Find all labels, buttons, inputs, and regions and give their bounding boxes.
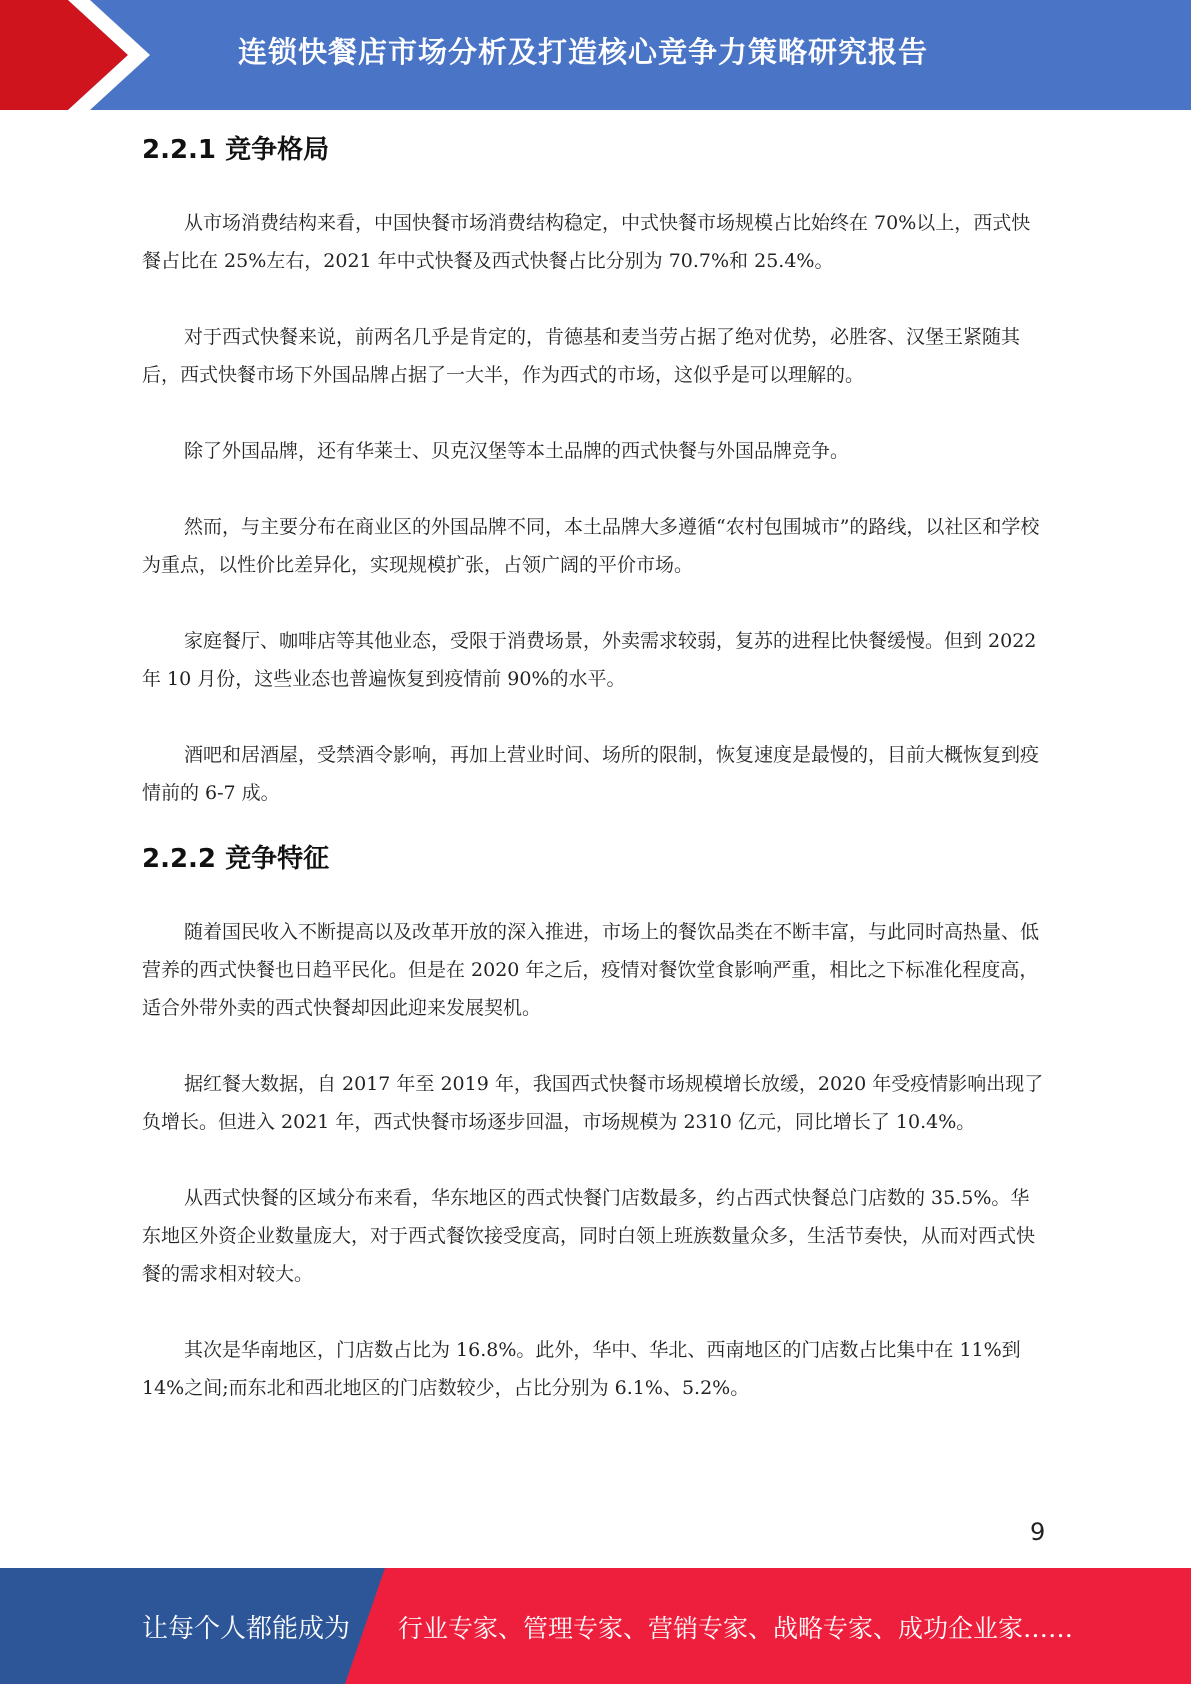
page-number: 9 (1030, 1518, 1046, 1546)
paragraph: 从西式快餐的区域分布来看，华东地区的西式快餐门店数最多，约占西式快餐总门店数的 35.5%。华东地区外资企业数量庞大，对于西式餐饮接受度高，同时白领上班族数量众多，生活节奏快，从而对西式快餐的需求相对较大。 (142, 1187, 1036, 1285)
paragraph: 除了外国品牌，还有华莱士、贝克汉堡等本土品牌的西式快餐与外国品牌竞争。 (184, 440, 850, 462)
arrow-chevron-decoration (0, 0, 160, 110)
paragraph: 从市场消费结构来看，中国快餐市场消费结构稳定，中式快餐市场规模占比始终在 70%以上，西式快餐占比在 25%左右，2021 年中式快餐及西式快餐占比分别为 70.7%和 25.4%。 (142, 212, 1031, 272)
report-title: 连锁快餐店市场分析及打造核心竞争力策略研究报告 (238, 35, 929, 69)
paragraph: 然而，与主要分布在商业区的外国品牌不同，本土品牌大多遵循“农村包围城市”的路线，以社区和学校为重点，以性价比差异化，实现规模扩张，占领广阔的平价市场。 (142, 516, 1040, 576)
paragraph: 据红餐大数据，自 2017 年至 2019 年，我国西式快餐市场规模增长放缓，2020 年受疫情影响出现了负增长。但进入 2021 年，西式快餐市场逐步回温，市场规模为 2310 亿元，同比增长了 10.4%。 (142, 1073, 1044, 1133)
section-competitive-landscape (142, 130, 1047, 812)
section-heading: 2.2.1 竞争格局 (142, 135, 330, 165)
footer-banner (0, 1568, 1191, 1684)
footer-slogan-left: 让每个人都能成为 (142, 1614, 351, 1644)
paragraph: 家庭餐厅、咖啡店等其他业态，受限于消费场景，外卖需求较弱，复苏的进程比快餐缓慢。但到 2022 年 10 月份，这些业态也普遍恢复到疫情前 90%的水平。 (142, 630, 1037, 690)
paragraph: 随着国民收入不断提高以及改革开放的深入推进，市场上的餐饮品类在不断丰富，与此同时高热量、低营养的西式快餐也日趋平民化。但是在 2020 年之后，疫情对餐饮堂食影响严重，相比之下标准化程度高，适合外带外卖的西式快餐却因此迎来发展契机。 (142, 921, 1040, 1019)
header-banner (0, 0, 1191, 110)
paragraph: 对于西式快餐来说，前两名几乎是肯定的，肯德基和麦当劳占据了绝对优势，必胜客、汉堡王紧随其后，西式快餐市场下外国品牌占据了一大半，作为西式的市场，这似乎是可以理解的。 (142, 326, 1021, 386)
document-body (142, 130, 1047, 1407)
paragraph: 其次是华南地区，门店数占比为 16.8%。此外，华中、华北、西南地区的门店数占比集中在 11%到 14%之间;而东北和西北地区的门店数较少，占比分别为 6.1%、5.2%。 (142, 1339, 1021, 1399)
paragraph: 酒吧和居酒屋，受禁酒令影响，再加上营业时间、场所的限制，恢复速度是最慢的，目前大概恢复到疫情前的 6-7 成。 (142, 744, 1040, 804)
section-competitive-features (142, 839, 1047, 1407)
footer-slogan-right: 行业专家、管理专家、营销专家、战略专家、成功企业家…… (398, 1614, 1074, 1643)
section-heading: 2.2.2 竞争特征 (142, 844, 330, 874)
